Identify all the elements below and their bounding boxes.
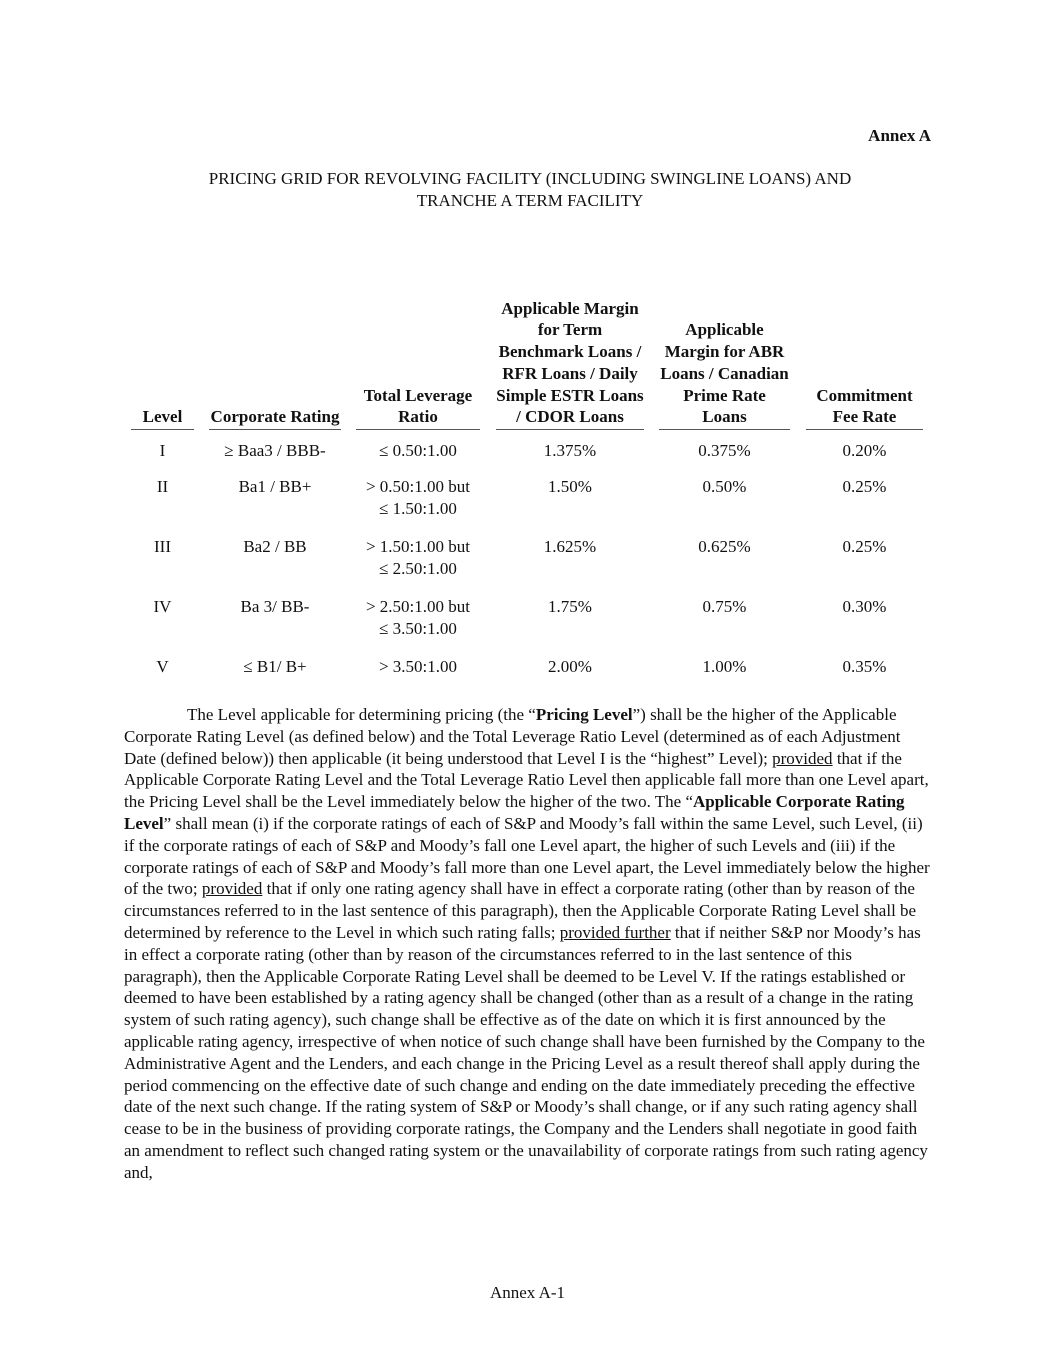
- cell-leverage-2: ≤ 2.50:1.00: [379, 559, 457, 578]
- cell-leverage: > 2.50:1.00 but: [365, 597, 471, 616]
- cell-term-margin: 2.00%: [548, 657, 592, 676]
- text-run: ”) shall be the higher of the Applicable Corporate Rating Level (as defined below) and the Total Leverage Ratio Level (determined as of each Adjustment Date (defined below)) then applicable (it being understood that Level I is the “highest” Level);: [124, 705, 901, 768]
- cell-fee: 0.25%: [842, 537, 887, 556]
- cell-rating: ≥ Baa3 / BBB-: [224, 441, 326, 460]
- defined-term-pricing-level: Pricing Level: [535, 705, 633, 724]
- header-commitment-fee: Commitment Fee Rate: [816, 385, 913, 427]
- cell-term-margin: 1.375%: [543, 441, 597, 460]
- cell-abr-margin: 0.75%: [702, 597, 747, 616]
- pricing-level-paragraph: [124, 704, 932, 1184]
- underlined-provided: provided: [201, 879, 263, 899]
- header-underline: [131, 429, 194, 430]
- underlined-provided: provided: [772, 748, 833, 768]
- header-corporate-rating: Corporate Rating: [210, 407, 340, 427]
- cell-abr-margin: 0.50%: [702, 477, 747, 496]
- cell-leverage: > 1.50:1.00 but: [365, 537, 471, 556]
- defined-term-applicable-corporate-rating-level: Applicable Corporate Rating Level: [124, 792, 905, 833]
- cell-fee: 0.25%: [842, 477, 887, 496]
- text-run: that if the Applicable Corporate Rating Level and the Total Leverage Ratio Level then applicable fall more than one Level apart, the Pricing Level shall be the Level immediately below the higher of the two. The “: [124, 748, 929, 812]
- cell-abr-margin: 1.00%: [702, 657, 747, 676]
- annex-label: Annex A: [868, 126, 931, 145]
- text-run: ” shall mean (i) if the corporate ratings of each of S&P and Moody’s fall within the same Level, such Level, (ii) if the corporate ratings of each of S&P and Moody’s fall one Level apart, the higher of such Levels and (iii) if the corporate ratings of each of S&P and Moody’s fall more than one Level apart, the Level immediately below the higher of the two;: [124, 813, 930, 899]
- paragraph-text: [124, 704, 932, 1184]
- cell-term-margin: 1.625%: [543, 537, 597, 556]
- cell-leverage: > 3.50:1.00: [378, 657, 458, 676]
- cell-rating: Ba 3/ BB-: [240, 597, 310, 616]
- header-underline: [806, 429, 923, 430]
- cell-term-margin: 1.75%: [548, 597, 592, 616]
- header-term-benchmark-margin: Applicable Margin for Term Benchmark Loans / RFR Loans / Daily Simple ESTR Loans / CDOR Loans: [496, 298, 644, 427]
- text-run: that if neither S&P nor Moody’s has in effect a corporate rating (other than by reason of the circumstances referred to in the last sentence of this paragraph), then the Applicable Corporate Rating Level shall be deemed to be Level V. If the ratings established or deemed to have been established by a rating agency shall be changed (other than as a result of a change in the rating system of such rating agency), such change shall be effective as of the date on which it is first announced by the applicable rating agency, irrespective of when notice of such change shall have been furnished by the Company to the Administrative Agent and the Lenders, and each change in the Pricing Level as a result thereof shall apply during the period commencing on the effective date of such change and ending on the date immediately preceding the effective date of the next such change. If the rating system of S&P or Moody’s shall change, or if any such rating agency shall cease to be in the business of providing corporate ratings, the Company and the Lenders shall negotiate in good faith an amendment to reflect such changed rating system or the unavailability of corporate ratings from such rating agency and,: [124, 922, 928, 1182]
- cell-abr-margin: 0.625%: [698, 537, 751, 556]
- cell-fee: 0.35%: [842, 657, 887, 676]
- cell-leverage: ≤ 0.50:1.00: [379, 441, 457, 460]
- cell-fee: 0.30%: [842, 597, 887, 616]
- underlined-provided-further: provided further: [559, 922, 671, 942]
- text-run: that if only one rating agency shall have in effect a corporate rating (other than by reason of the circumstances referred to in the last sentence of this paragraph), then the Applicable Corporate Rating Level shall be determined by reference to the Level in which such rating falls;: [124, 879, 917, 942]
- title-line-1: PRICING GRID FOR REVOLVING FACILITY (INCLUDING SWINGLINE LOANS) AND: [208, 169, 852, 188]
- cell-term-margin: 1.50%: [548, 477, 592, 496]
- header-underline: [659, 429, 790, 430]
- page-footer: Annex A-1: [489, 1283, 566, 1302]
- cell-level: III: [154, 537, 171, 556]
- cell-rating: Ba1 / BB+: [238, 477, 312, 496]
- cell-leverage: > 0.50:1.00 but: [365, 477, 471, 496]
- header-total-leverage-ratio: Total Leverage Ratio: [363, 385, 473, 427]
- text-run: The Level applicable for determining pricing (the “: [187, 705, 536, 724]
- cell-abr-margin: 0.375%: [698, 441, 751, 460]
- header-underline: [356, 429, 480, 430]
- cell-rating: ≤ B1/ B+: [243, 657, 307, 676]
- cell-leverage-2: ≤ 1.50:1.00: [379, 499, 457, 518]
- cell-level: V: [156, 657, 169, 676]
- cell-leverage-2: ≤ 3.50:1.00: [379, 619, 457, 638]
- cell-level: IV: [153, 597, 172, 616]
- header-underline: [209, 429, 341, 430]
- pricing-grid-title: [120, 168, 940, 212]
- header-level: Level: [142, 407, 183, 427]
- cell-fee: 0.20%: [842, 441, 887, 460]
- cell-level: I: [159, 441, 166, 460]
- header-abr-margin: Applicable Margin for ABR Loans / Canadian Prime Rate Loans: [660, 320, 789, 427]
- header-underline: [496, 429, 644, 430]
- cell-rating: Ba2 / BB: [243, 537, 307, 556]
- title-line-2: TRANCHE A TERM FACILITY: [416, 191, 644, 210]
- cell-level: II: [156, 477, 169, 496]
